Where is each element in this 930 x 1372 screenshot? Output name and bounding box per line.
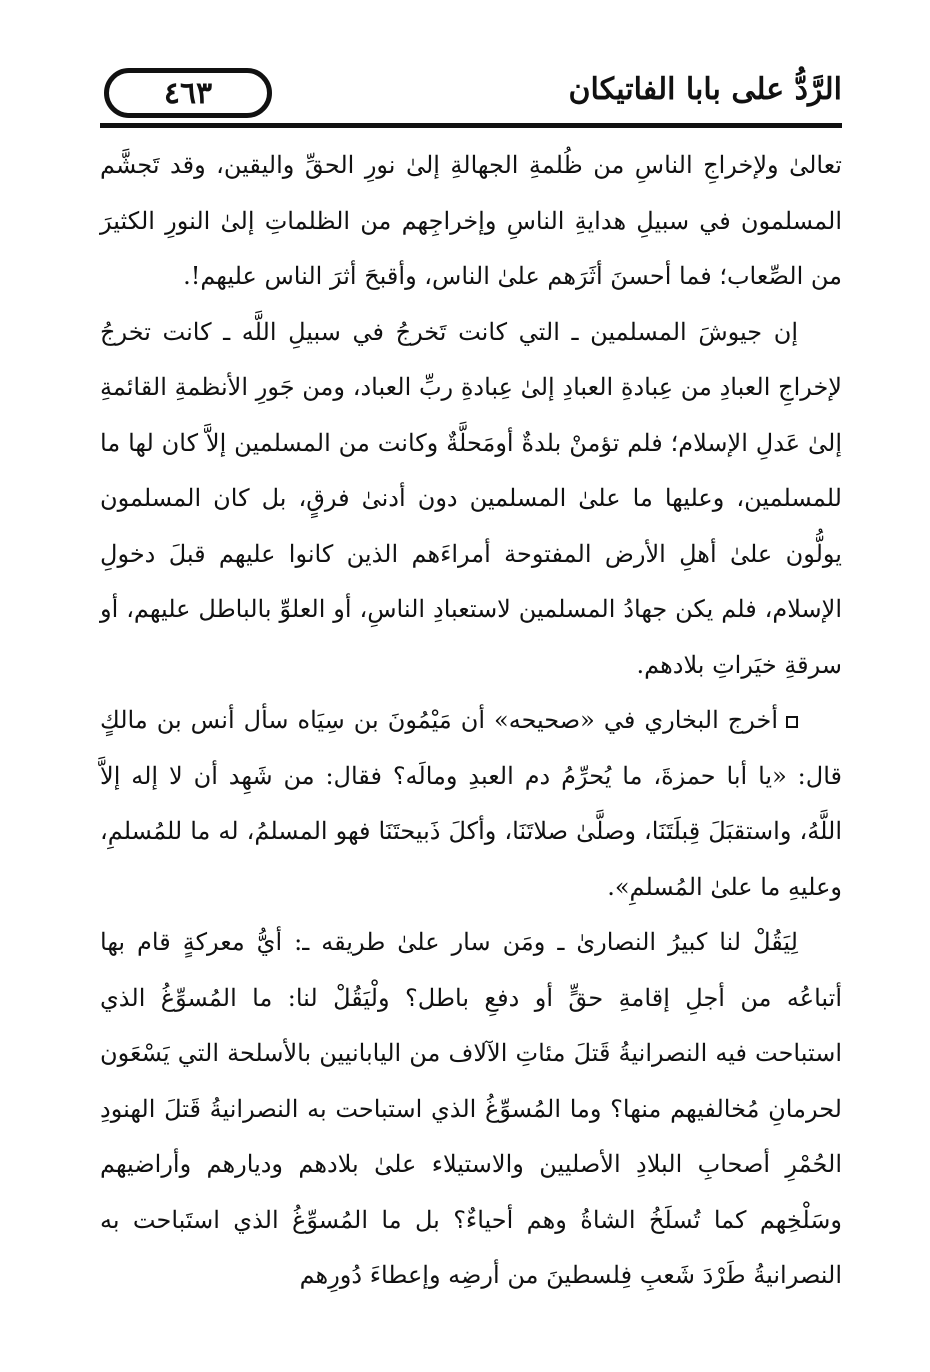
paragraph: لِيَقُلْ لنا كبيرُ النصارىٰ ـ ومَن سار علىٰ طريقه ـ: أيُّ معركةٍ قام بها أتباعُه من أجلِ إقامةِ حقٍّ أو دفعِ باطل؟ ولْيَقُلْ لنا: ما المُسوِّغُ الذي استباحت فيه النصرانيةُ قَتلَ مئاتِ الآلاف من اليابانيين بالأسلحة التي يَسْعَون لحرمانِ مُخالفيهم منها؟ وما المُسوِّغُ الذي استباحت به النصرانيةُ قَتلَ الهنودِ الحُمْرِ أصحابِ البلادِ الأصليين والاستيلاء علىٰ بلادهم وديارهم وأراضيهم وسَلْخِهم كما تُسلَخُ الشاةُ وهم أحياءٌ؟ بل ما المُسوِّغُ الذي استَباحت به النصرانيةُ طَرْدَ شَعبِ فِلسطينَ من أرضِه وإعطاءَ دُورِهم bbox=[100, 928, 843, 1289]
square-bullet-icon bbox=[786, 716, 798, 728]
page-number: ٤٦٣ bbox=[163, 75, 213, 111]
page-number-badge bbox=[104, 68, 272, 118]
paragraph: إن جيوشَ المسلمين ـ التي كانت تَخرجُ في سبيلِ اللَّه ـ كانت تخرجُ لإخراجِ العبادِ من عِبادةِ العبادِ إلىٰ عِبادةِ ربِّ العباد، ومن جَورِ الأنظمةِ القائمةِ إلىٰ عَدلِ الإسلام؛ فلم تؤمنْ بلدةٌ أومَحلَّةٌ وكانت من المسلمين إلاَّ كان لها ما للمسلمين، وعليها ما علىٰ المسلمين دون أدنىٰ فرقٍ، بل كان المسلمون يولُّون علىٰ أهلِ الأرض المفتوحة أمراءَهم الذين كانوا عليهم قبلَ دخولِ الإسلام، فلم يكن جهادُ المسلمين لاستعبادِ الناسِ، أو العلوِّ بالباطل عليهم، أو سرقةِ خيَراتِ بلادهم. bbox=[100, 317, 842, 679]
header-divider bbox=[100, 123, 842, 128]
paragraph-text: أخرج البخاري في «صحيحه» أن مَيْمُونَ بن سِيَاه سأل أنس بن مالكٍ قال: «يا أبا حمزةَ، ما يُحرِّمُ دم العبدِ ومالَه؟ فقال: من شَهِد أن لا إله إلاَّ اللَّهُ، واستقبَلَ قِبلَتَنَا، وصلَّىٰ صلاتَنَا، وأكلَ ذَبيحتَنَا فهو المسلمُ، له ما للمُسلمِ، وعليهِ ما علىٰ المُسلمِ». bbox=[100, 706, 842, 901]
page-header bbox=[100, 62, 842, 124]
running-title: الرَّدُّ على بابا الفاتيكان bbox=[568, 72, 842, 107]
body-text bbox=[100, 138, 842, 1304]
paragraph-with-bullet bbox=[100, 693, 842, 915]
paragraph: تعالىٰ ولإخراجِ الناسِ من ظُلمةِ الجهالةِ إلىٰ نورِ الحقِّ واليقين، وقد تَجشَّم المسلمون في سبيلِ هدايةِ الناسِ وإخراجِهم من الظلماتِ إلىٰ النورِ الكثيرَ من الصِّعاب؛ فما أحسنَ أثَرَهم علىٰ الناس، وأقبحَ أثرَ الناس عليهم!. bbox=[100, 151, 842, 290]
